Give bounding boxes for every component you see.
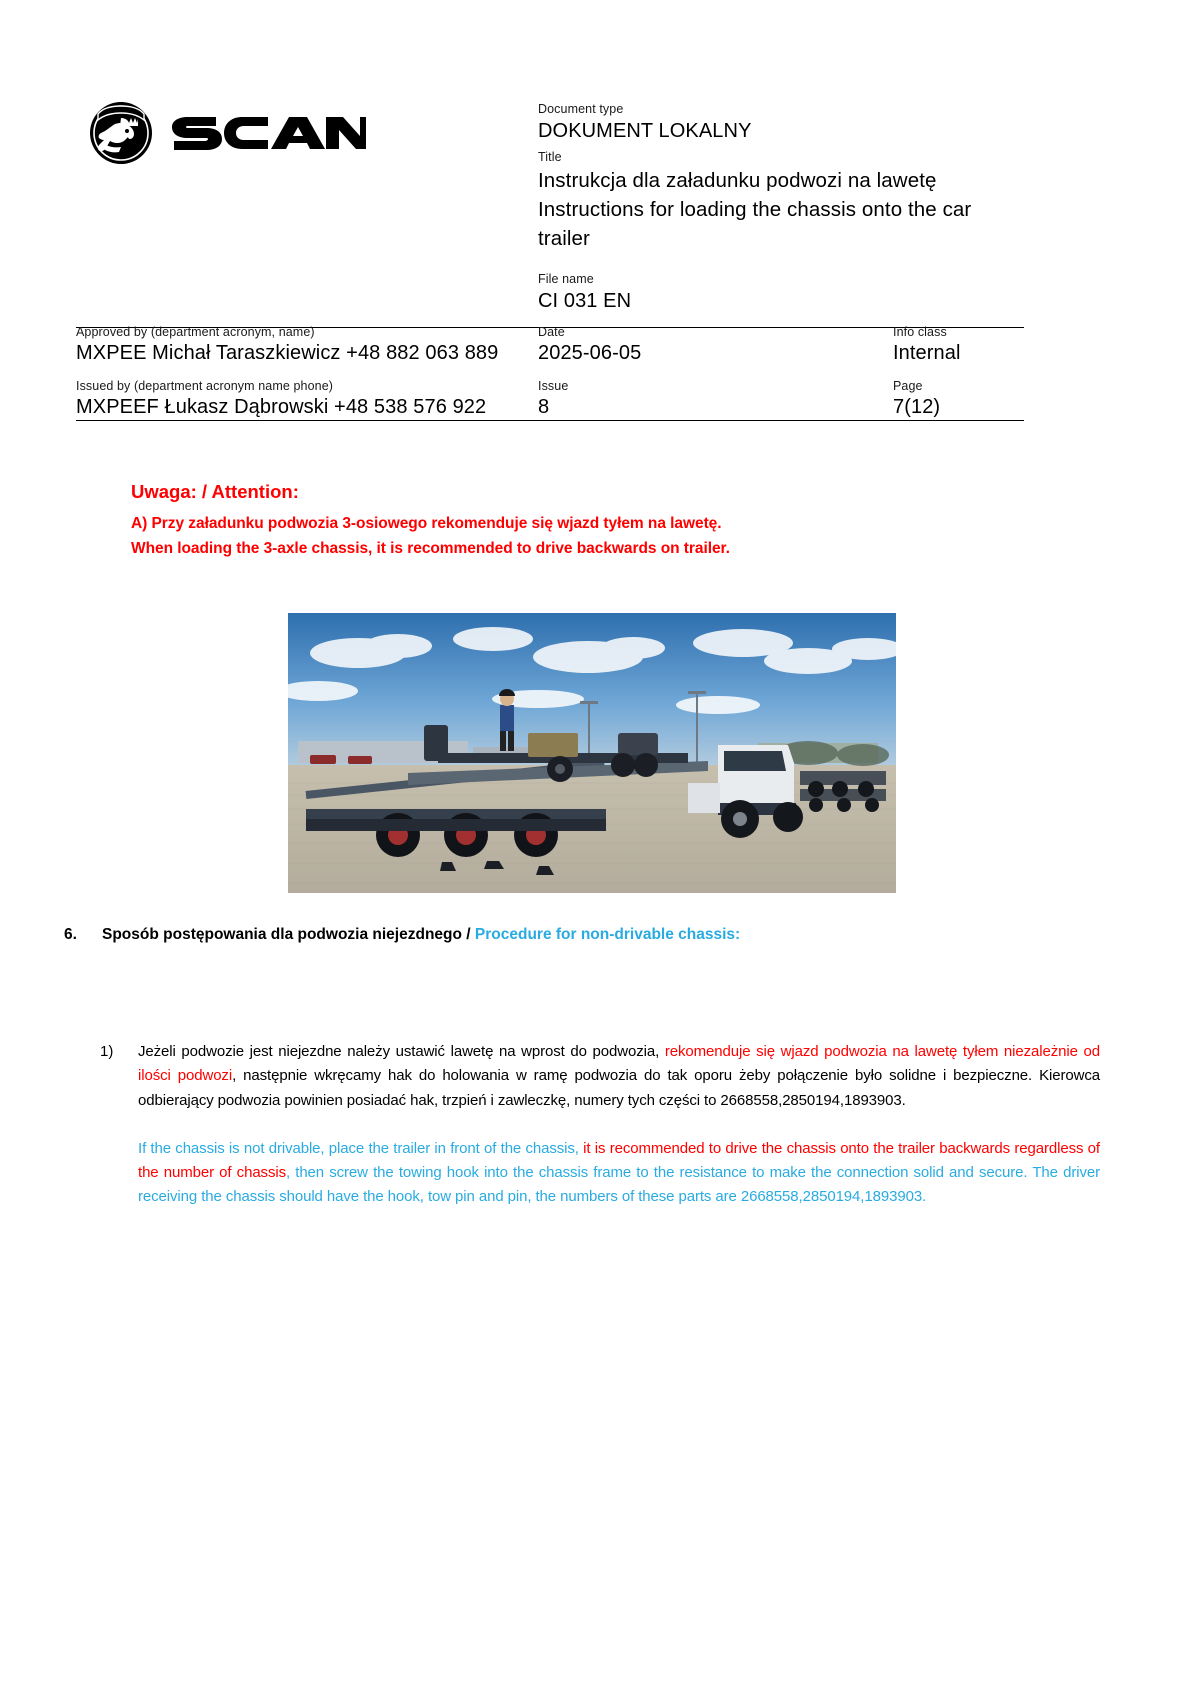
title-en-line1: Instructions for loading the chassis onto the car [538,197,972,221]
section-6-heading [64,924,1104,946]
approved-by-label: Approved by (department acronym, name) [76,325,315,339]
section-6-text-en: Procedure for non-drivable chassis: [474,926,741,943]
title-block [538,102,1008,253]
paragraph-pl-part2-red: rekomenduje się wjazd podwozia na lawetę tyłem niezależnie od ilości podwozi [138,1043,1101,1085]
paragraph-en [138,1137,1100,1210]
attention-block [131,478,1031,561]
header-top-area [76,92,1106,327]
issued-by-label: Issued by (department acronym name phone) [76,379,334,393]
info-class-value: Internal [893,341,961,364]
section-6-number: 6. [64,926,77,943]
photo-illustration [288,613,896,893]
title-pl: Instrukcja dla załadunku podwozi na lawetę [538,168,937,192]
date-cell [538,325,888,365]
date-value: 2025-06-05 [538,341,642,364]
paragraph-en-part1-cyan: If the chassis is not drivable, place the trailer in front of the chassis, [138,1139,584,1157]
issue-value: 8 [538,395,550,418]
attention-heading: Uwaga: / Attention: [131,481,299,502]
page-value: 7(12) [893,395,941,418]
info-class-cell [893,325,1103,365]
paragraph-en-part3-cyan: , then screw the towing hook into the chassis frame to the resistance to make the connection solid and secure. The driver receiving the chassis should have the hook, tow pin and pin, the numbers of these parts are 2668558,2850194,1893903. [138,1164,1100,1206]
list-item-1 [100,1040,1100,1210]
paragraph-pl [138,1040,1100,1113]
file-name-block [538,272,868,314]
metadata-row-approved [76,325,1106,369]
scania-logo-svg [76,100,366,166]
chassis-on-car-trailer-photo [288,613,896,893]
section-6-body [100,1040,1100,1210]
file-name-label: File name [538,272,594,286]
list-item-1-marker: 1) [100,1043,114,1060]
issue-label: Issue [538,379,569,393]
header-rule-bottom [76,420,1024,421]
page-label: Page [893,379,923,393]
issue-cell [538,379,888,419]
griffin-emblem-icon [90,102,152,164]
scania-logo [76,100,366,166]
attention-line-en: When loading the 3-axle chassis, it is recommended to drive backwards on trailer. [131,540,730,558]
section-6-text-pl: Sposób postępowania dla podwozia niejezdnego / [102,926,475,943]
title-label: Title [538,150,562,165]
issued-by-cell [76,379,531,419]
document-header [76,92,1106,327]
metadata-row-issued [76,379,1106,423]
document-type-label: Document type [538,102,624,116]
page-cell [893,379,1103,419]
info-class-label: Info class [893,325,947,339]
document-type-value: DOKUMENT LOKALNY [538,119,752,142]
date-label: Date [538,325,565,339]
approved-by-cell [76,325,531,365]
paragraph-pl-part1: Jeżeli podwozie jest niejezdne należy ustawić lawetę na wprost do podwozia, [138,1043,665,1060]
approved-by-value: MXPEE Michał Taraszkiewicz +48 882 063 889 [76,341,499,364]
file-name-value: CI 031 EN [538,289,632,312]
issued-by-value: MXPEEF Łukasz Dąbrowski +48 538 576 922 [76,395,487,418]
paragraph-pl-part3: , następnie wkręcamy hak do holowania w ramę podwozia do tak oporu żeby połączenie było solidne i bezpieczne. Kierowca odbierający podwozia powinien posiadać hak, trzpień i zawleczkę, numery tych części to 2668558,2850194,1893903. [138,1067,1100,1109]
scania-wordmark [172,117,366,150]
paragraph-en-part2-red: it is recommended to drive the chassis onto the trailer backwards regardless of the number of chassis [138,1139,1100,1182]
title-en-line2: trailer [538,226,590,250]
attention-line-pl: A) Przy załadunku podwozia 3-osiowego rekomenduje się wjazd tyłem na lawetę. [131,515,722,533]
header-metadata-grid [76,325,1106,418]
